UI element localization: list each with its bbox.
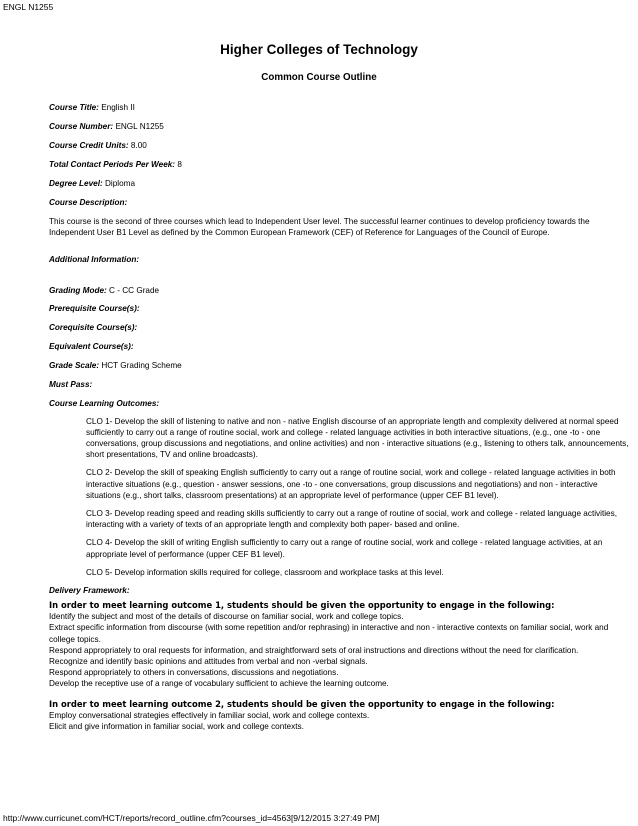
course-outline	[49, 102, 631, 741]
field-label: Equivalent Course(s):	[49, 342, 134, 352]
field-label: Total Contact Periods Per Week:	[49, 159, 176, 169]
field-course-description	[49, 197, 631, 208]
delivery-item: Elicit and give information in familiar social, work and college contexts.	[49, 721, 304, 731]
field-label: Prerequisite Course(s):	[49, 304, 140, 314]
field-contact-periods	[49, 159, 631, 170]
field-label: Course Learning Outcomes:	[49, 399, 160, 409]
field-label: Must Pass:	[49, 380, 93, 390]
field-learning-outcomes	[49, 398, 631, 409]
clo-item: CLO 5- Develop information skills required for college, classroom and workplace tasks at this level.	[86, 567, 444, 577]
document-subtitle: Common Course Outline	[261, 72, 377, 83]
delivery-item: Employ conversational strategies effectively in familiar social, work and college contexts.	[49, 710, 370, 720]
field-degree-level	[49, 178, 631, 189]
delivery-framework-label: Delivery Framework:	[49, 586, 130, 596]
field-label: Degree Level:	[49, 178, 103, 188]
page-header: ENGL N1255	[3, 2, 54, 12]
learning-outcomes-list	[86, 416, 631, 578]
delivery-heading: In order to meet learning outcome 1, students should be given the opportunity to engage in the following:	[49, 600, 555, 611]
field-value: English II	[101, 103, 135, 112]
field-label: Grading Mode:	[49, 285, 107, 295]
delivery-item: Respond appropriately to oral requests for information, and straightforward sets of oral instructions and directions without the need for clarification.	[49, 645, 579, 655]
delivery-item: Extract specific information from discourse (with some repetition and/or rephrasing) in interactive and non - interactive contexts on familiar social, work and college topics.	[49, 623, 609, 644]
field-value: C - CC Grade	[109, 285, 160, 295]
field-label: Corequisite Course(s):	[49, 323, 138, 333]
field-grade-scale	[49, 360, 631, 371]
field-value: Diploma	[104, 178, 136, 188]
delivery-block-outcome-2	[49, 699, 631, 732]
field-course-number	[49, 121, 631, 132]
course-description-text: This course is the second of three courses which lead to Independent User level. The successful learner continues to develop proficiency towards the Independent User B1 Level as defined by the Common European Framework (CEF) of Reference for Languages of the Council of Europe.	[49, 216, 590, 238]
field-label: Course Credit Units:	[49, 140, 129, 150]
page-footer-url: http://www.curricunet.com/HCT/reports/record_outline.cfm?courses_id=4563[9/12/2015 3:27:49 PM]	[3, 813, 380, 823]
field-prerequisite	[49, 303, 631, 314]
field-must-pass	[49, 379, 631, 390]
clo-item: CLO 1- Develop the skill of listening to native and non - native English discourse of an appropriate length and complexity delivered at normal speed sufficiently to carry out a range of routine social, work and college - related language activities in both interactive situations, (e.g., one -to - one conversations, group discussions and negotiations, and online activities) and non - interactive situations (e.g., listening to others talk, announcements, short presentations, TV and online broadcasts).	[86, 416, 629, 460]
additional-information-label: Additional Information:	[49, 255, 140, 265]
field-course-title	[49, 102, 631, 113]
field-credit-units	[49, 140, 631, 151]
delivery-item: Recognize and identify basic opinions and attitudes from verbal and non -verbal signals.	[49, 657, 368, 667]
clo-item: CLO 3- Develop reading speed and reading skills sufficiently to carry out a range of routine of social, work and college - related language activities, interacting with a variety of texts of an appropriate length and complexity both paper- based and online.	[86, 509, 617, 530]
clo-item: CLO 4- Develop the skill of writing English sufficiently to carry out a range of routine social, work and college - related language activities, at an appropriate level of performance (upper CEF B1 level).	[86, 538, 603, 559]
field-label: Course Description:	[49, 197, 128, 207]
field-value: 8.00	[130, 140, 147, 150]
field-label: Grade Scale:	[49, 361, 100, 371]
field-label: Course Title:	[49, 103, 99, 112]
delivery-heading: In order to meet learning outcome 2, students should be given the opportunity to engage in the following:	[49, 698, 555, 709]
field-label: Course Number:	[49, 121, 114, 131]
clo-item: CLO 2- Develop the skill of speaking English sufficiently to carry out a range of routine social, work and college - related language activities in both interactive situations (e.g., question - answer sessions, one -to - one conversations, group discussions and negotiations) and non - interactive situations (e.g., short talks, classroom presentations) at an appropriate level of performance (upper CEF B1 level).	[86, 468, 616, 500]
field-corequisite	[49, 322, 631, 333]
delivery-block-outcome-1	[49, 600, 631, 689]
field-value: 8	[177, 159, 182, 169]
field-value: ENGL N1255	[115, 121, 164, 131]
field-grading-mode	[49, 285, 631, 296]
delivery-item: Respond appropriately to others in conversations, discussions and negotiations.	[49, 668, 339, 678]
field-equivalent	[49, 341, 631, 352]
field-value: HCT Grading Scheme	[101, 361, 182, 371]
document-title: Higher Colleges of Technology	[220, 42, 418, 57]
delivery-item: Develop the receptive use of a range of vocabulary sufficient to achieve the learning outcome.	[49, 679, 389, 689]
delivery-item: Identify the subject and most of the details of discourse on familiar social, work and college topics.	[49, 612, 404, 622]
